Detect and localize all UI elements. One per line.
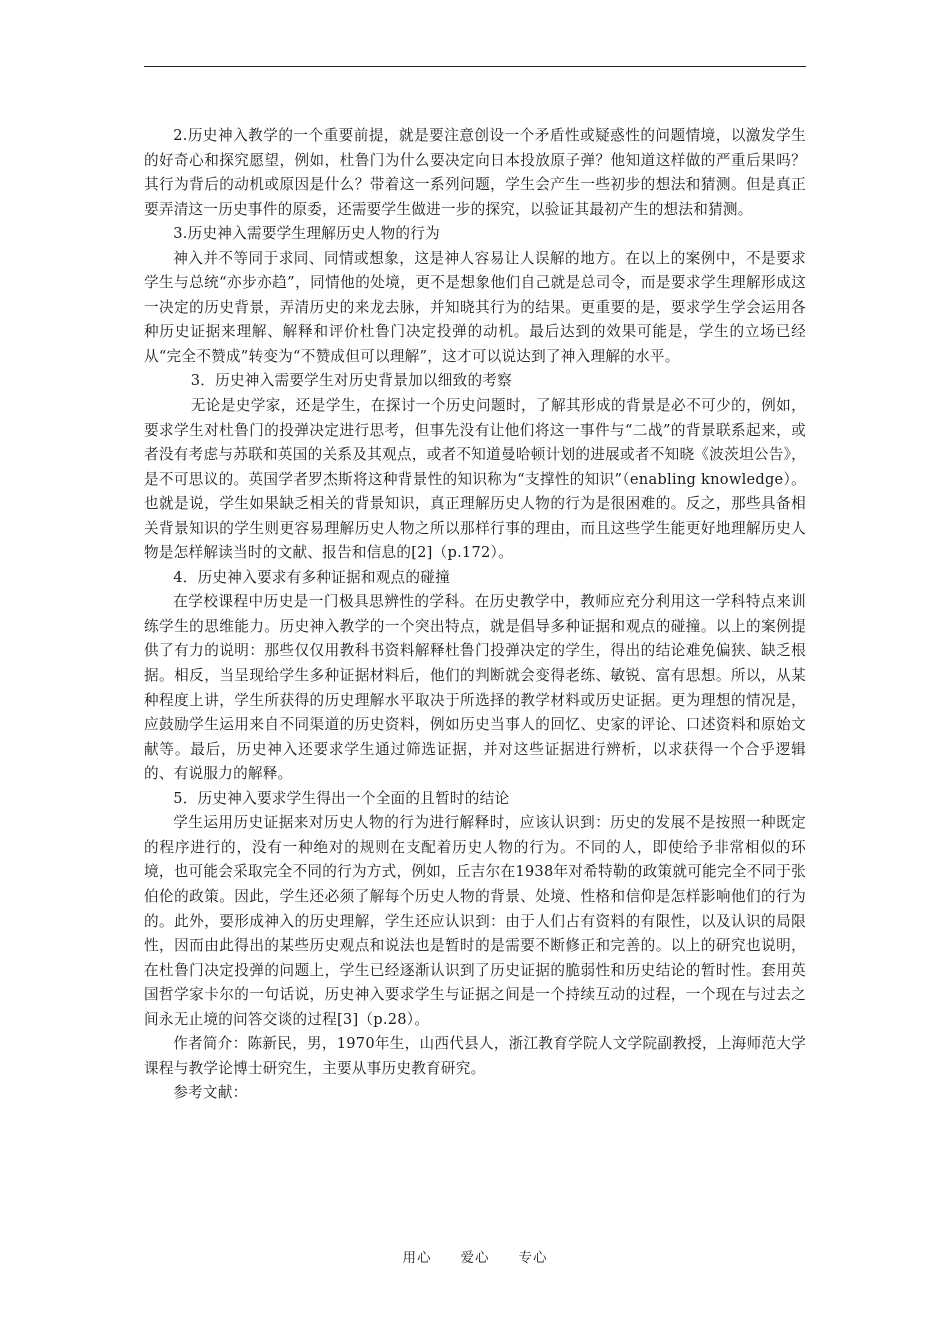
paragraph-5: 学生运用历史证据来对历史人物的行为进行解释时，应该认识到：历史的发展不是按照一种既定的程序进行的，没有一种绝对的规则在支配着历史人物的行为。不同的人，即使给予非常相似的环境，也可能会采取完全不同的行为方式，例如，丘吉尔在1938年对希特勒的政策就可能完全不同于张伯伦的政策。因此，学生还必须了解每个历史人物的背景、处境、性格和信仰是怎样影响他们的行为的。此外，要形成神入的历史理解，学生还应认识到：由于人们占有资料的有限性，以及认识的局限性，因而由此得出的某些历史观点和说法也是暂时的是需要不断修正和完善的。以上的研究也说明，在杜鲁门决定投弹的问题上，学生已经逐渐认识到了历史证据的脆弱性和历史结论的暂时性。套用英国哲学家卡尔的一句话说，历史神入要求学生与证据之间是一个持续互动的过程，一个现在与过去之间永无止境的问答交谈的过程[3]（p.28）。	[144, 814, 806, 1028]
section-heading-3a: 3.历史神入需要学生理解历史人物的行为	[173, 225, 440, 243]
section-heading-3b: 3．历史神入需要学生对历史背景加以细致的考察	[190, 372, 512, 390]
author-bio: 作者简介：陈新民，男，1970年生，山西代县人，浙江教育学院人文学院副教授，上海师范大学课程与教学论博士研究生，主要从事历史教育研究。	[144, 1035, 806, 1077]
paragraph-3: 无论是史学家，还是学生，在探讨一个历史问题时，了解其形成的背景是必不可少的，例如，要求学生对杜鲁门的投弹决定进行思考，但事先没有让他们将这一事件与“二战”的背景联系起来，或者没有考虑与苏联和英国的关系及其观点，或者不知道曼哈顿计划的进展或者不知晓《波茨坦公告》，是不可思议的。英国学者罗杰斯将这种背景性的知识称为“支撑性的知识”（enabling knowledge）。也就是说，学生如果缺乏相关的背景知识，真正理解历史人物的行为是很困难的。反之，那些具备相关背景知识的学生则更容易理解历史人物之所以那样行事的理由，而且这些学生能更好地理解历史人物是怎样解读当时的文献、报告和信息的[2]（p.172）。	[144, 397, 806, 562]
paragraph-1: 2.历史神入教学的一个重要前提，就是要注意创设一个矛盾性或疑惑性的问题情境，以激发学生的好奇心和探究愿望，例如，杜鲁门为什么要决定向日本投放原子弹？他知道这样做的严重后果吗？其行为背后的动机或原因是什么？带着这一系列问题，学生会产生一些初步的想法和猜测。但是真正要弄清这一历史事件的原委，还需要学生做进一步的探究，以验证其最初产生的想法和猜测。	[144, 127, 806, 218]
header-rule	[144, 66, 806, 67]
paragraph-2: 神入并不等同于求同、同情或想象，这是神人容易让人误解的地方。在以上的案例中，不是要求学生与总统“亦步亦趋”，同情他的处境，更不是想象他们自己就是总司令，而是要求学生理解形成这一决定的历史背景，弄清历史的来龙去脉，并知晓其行为的结果。更重要的是，要求学生学会运用各种历史证据来理解、解释和评价杜鲁门决定投弹的动机。最后达到的效果可能是，学生的立场已经从“完全不赞成”转变为“不赞成但可以理解”，这才可以说达到了神入理解的水平。	[144, 249, 806, 365]
references-label: 参考文献：	[173, 1084, 248, 1102]
section-heading-4: 4．历史神入要求有多种证据和观点的碰撞	[173, 568, 450, 586]
section-heading-5: 5．历史神入要求学生得出一个全面的且暂时的结论	[173, 789, 510, 807]
page-footer: 用心 爱心 专心	[402, 1250, 548, 1266]
paragraph-4: 在学校课程中历史是一门极具思辨性的学科。在历史教学中，教师应充分利用这一学科特点来训练学生的思维能力。历史神入教学的一个突出特点，就是倡导多种证据和观点的碰撞。以上的案例提供了有力的说明：那些仅仅用教科书资料解释杜鲁门投弹决定的学生，得出的结论难免偏狭、缺乏根据。相反，当呈现给学生多种证据材料后，他们的判断就会变得老练、敏锐、富有思想。所以，从某种程度上讲，学生所获得的历史理解水平取决于所选择的教学材料或历史证据。更为理想的情况是，应鼓励学生运用来自不同渠道的历史资料，例如历史当事人的回忆、史家的评论、口述资料和原始文献等。最后，历史神入还要求学生通过筛选证据，并对这些证据进行辨析，以求获得一个合乎逻辑的、有说服力的解释。	[144, 593, 806, 783]
document-body	[144, 124, 806, 1106]
